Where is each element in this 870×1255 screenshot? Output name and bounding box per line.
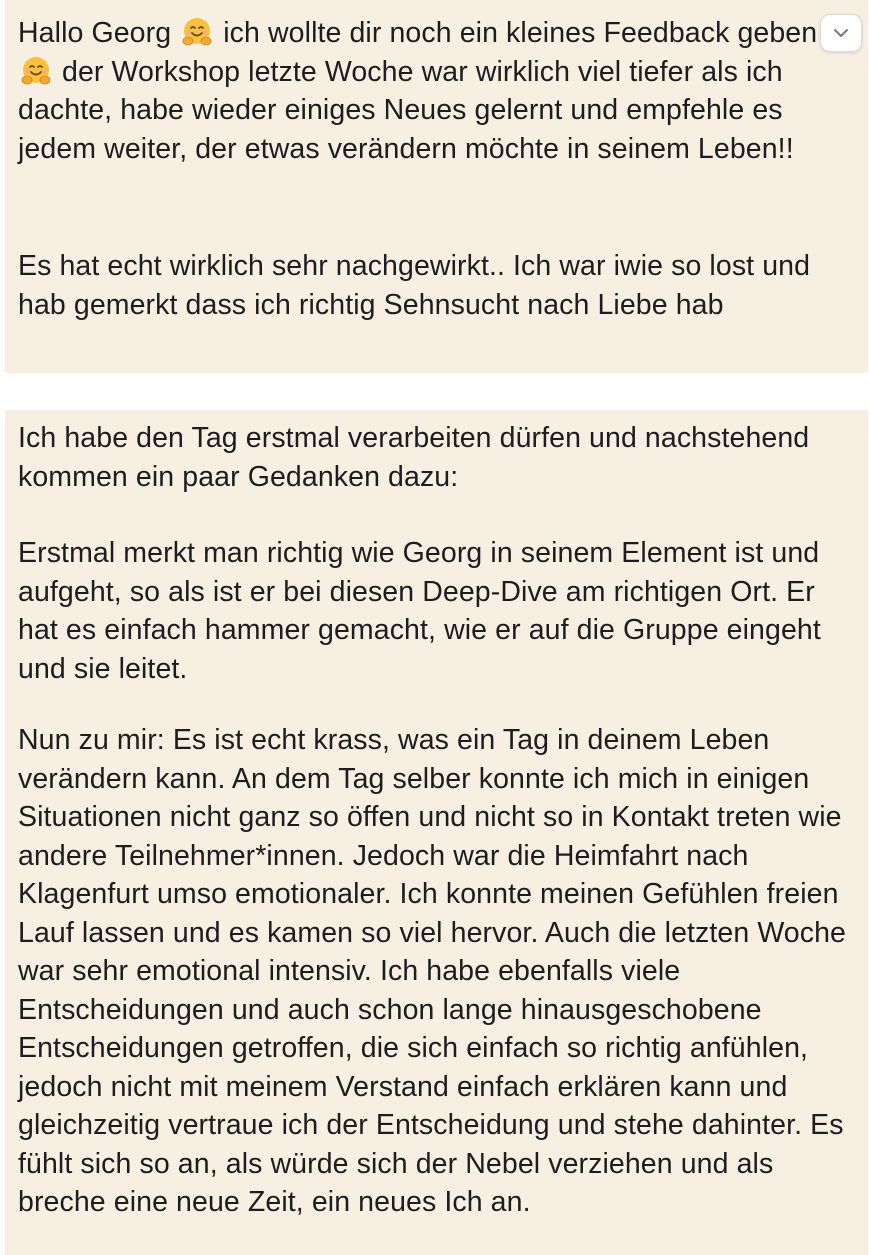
message-paragraph: Es hat echt wirklich sehr nachgewirkt.. Ich war iwie so lost und hab gemerkt dass ich richtig Sehnsucht nach Liebe hab [18, 250, 819, 321]
message-paragraph: Nun zu mir: Es ist echt krass, was ein Tag in deinem Leben verändern kann. An dem Tag selber konnte ich mich in einigen Situationen nicht ganz so öffen und nicht so in Kontakt treten wie andere Teilnehmer*innen. Jedoch war die Heimfahrt nach Klagenfurt umso emotionaler. Ich konnte meinen Gefühlen freien Lauf lassen und es kamen so viel hervor. Auch die letzten Woche war sehr emotional intensiv. Ich habe ebenfalls viele Entscheidungen und auch schon lange hinausgeschobene Entscheidungen getroffen, die sich einfach so richtig anfühlen, jedoch nicht mit meinem Verstand einfach erklären kann und gleichzeitig vertraue ich der Entscheidung und stehe dahinter. Es fühlt sich so an, als würde sich der Nebel verziehen und als breche eine neue Zeit, ein neues Ich an. [18, 724, 855, 1218]
message-text: der Workshop letzte Woche war wirklich viel tiefer als ich dachte, habe wieder einiges Neues gelernt und empfehle es jedem weiter, der etwas verändern möchte in seinem Leben!! [18, 55, 794, 165]
message-paragraph: Erstmal merkt man richtig wie Georg in seinem Element ist und aufgeht, so als ist er bei diesen Deep-Dive am richtigen Ort. Er hat es einfach hammer gemacht, wie er auf die Gruppe eingeht und sie leitet. [18, 537, 829, 685]
message-bubble-feedback[interactable] [5, 0, 868, 373]
chevron-down-icon [833, 28, 849, 38]
message-paragraph: Ich habe den Tag erstmal verarbeiten dürfen und nachstehend kommen ein paar Gedanken dazu: [18, 422, 818, 493]
hugging-face-emoji-icon [20, 55, 52, 87]
message-bubble-reflection[interactable] [5, 410, 868, 1255]
message-text: ich wollte dir noch ein kleines Feedback geben [223, 17, 818, 49]
hugging-face-emoji-icon [181, 16, 213, 48]
message-paragraph [18, 14, 838, 168]
message-text: Hallo Georg [18, 17, 172, 49]
message-menu-button[interactable] [820, 14, 862, 52]
